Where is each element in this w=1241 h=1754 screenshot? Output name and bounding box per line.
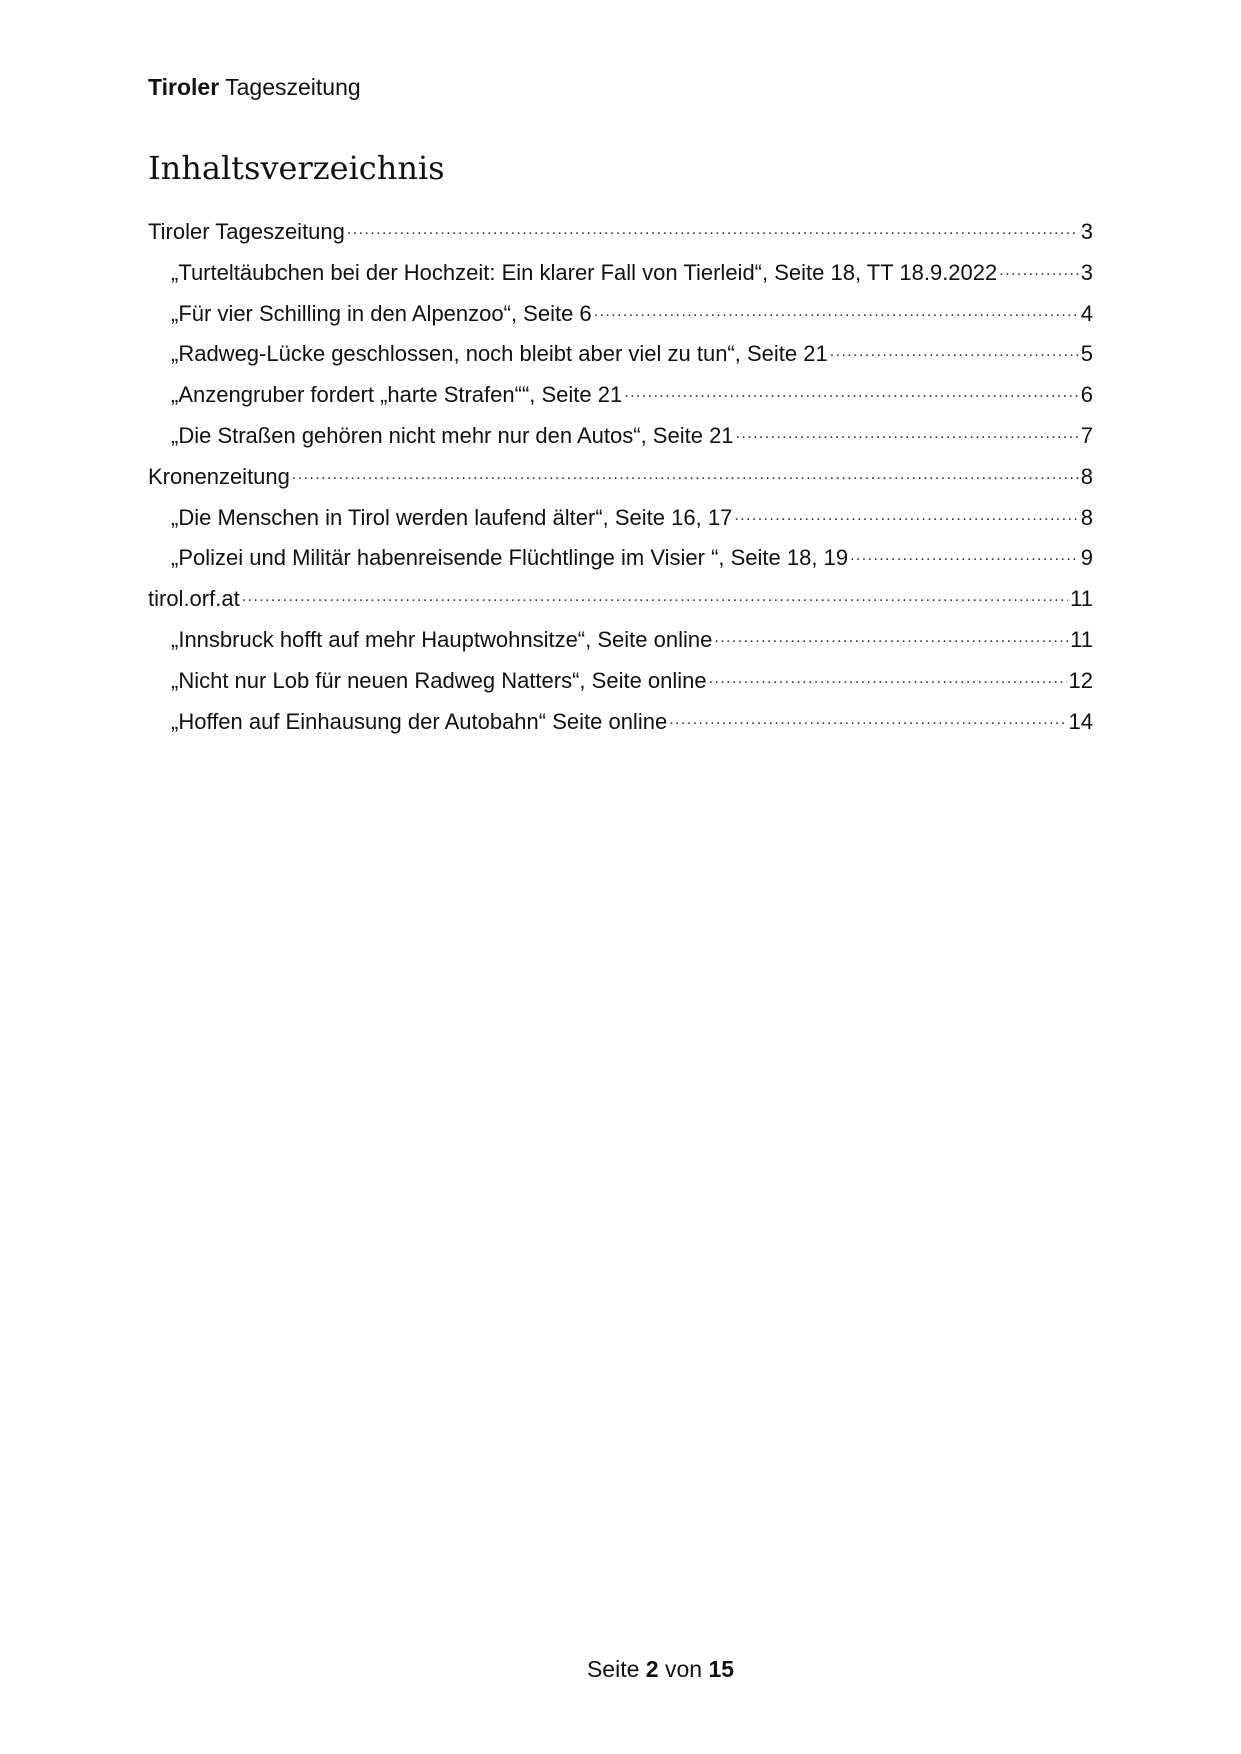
toc-entry[interactable]: [148, 462, 1093, 503]
toc-title: Inhaltsverzeichnis: [148, 149, 445, 187]
toc-entry-page: 7: [1080, 422, 1093, 448]
toc-entry[interactable]: [148, 707, 1093, 748]
toc-dot-leader: [999, 258, 1079, 280]
toc-dot-leader: [714, 625, 1068, 647]
toc-entry[interactable]: [148, 421, 1093, 462]
toc-entry-label: „Turteltäubchen bei der Hochzeit: Ein klarer Fall von Tierleid“, Seite 18, TT 18.9.2022: [171, 259, 998, 285]
toc-entry-label: „Anzengruber fordert „harte Strafen““, Seite 21: [171, 382, 623, 408]
toc-entry-page: 4: [1080, 300, 1093, 326]
toc-entry[interactable]: [148, 339, 1093, 380]
toc-dot-leader: [850, 543, 1079, 565]
toc-entry-label: „Die Menschen in Tirol werden laufend älter“, Seite 16, 17: [171, 504, 733, 530]
toc-entry-page: 12: [1068, 667, 1093, 693]
toc-entry-label: „Für vier Schilling in den Alpenzoo“, Seite 6: [171, 300, 592, 326]
toc-entry-label: Tiroler Tageszeitung: [148, 219, 345, 244]
toc-entry-page: 9: [1080, 545, 1093, 571]
toc-entry[interactable]: [148, 380, 1093, 421]
toc-entry-label: „Innsbruck hofft auf mehr Hauptwohnsitze“, Seite online: [171, 626, 713, 652]
toc-entry-page: 14: [1068, 708, 1093, 734]
toc-dot-leader: [830, 339, 1079, 361]
toc-entry-page: 8: [1080, 463, 1093, 489]
toc-dot-leader: [669, 707, 1066, 729]
toc-entry-page: 6: [1080, 382, 1093, 408]
toc-entry-label: tirol.orf.at: [148, 586, 240, 612]
toc-dot-leader: [242, 584, 1068, 606]
toc-entry[interactable]: [148, 503, 1093, 544]
toc-entry-page: 8: [1080, 504, 1093, 530]
page-header: [148, 72, 361, 102]
toc-entry[interactable]: [148, 625, 1093, 666]
toc-entry-page: 5: [1080, 341, 1093, 367]
toc-dot-leader: [709, 666, 1067, 688]
toc-dot-leader: [594, 299, 1079, 321]
toc-dot-leader: [292, 462, 1079, 484]
toc-entry[interactable]: [148, 217, 1093, 258]
toc-dot-leader: [734, 503, 1078, 525]
toc-entry-label: „Polizei und Militär habenreisende Flüchtlinge im Visier “, Seite 18, 19: [171, 545, 849, 571]
toc-dot-leader: [624, 380, 1079, 402]
page-footer: [0, 1654, 1241, 1684]
toc-entry-page: 11: [1070, 626, 1093, 652]
footer-total-pages: 15: [708, 1656, 735, 1682]
toc-entry[interactable]: [148, 666, 1093, 707]
toc-entry[interactable]: [148, 299, 1093, 340]
footer-middle: von: [664, 1656, 703, 1682]
toc-dot-leader: [347, 217, 1079, 239]
toc-entry-label: „Die Straßen gehören nicht mehr nur den Autos“, Seite 21: [171, 422, 734, 448]
toc-entry-label: „Nicht nur Lob für neuen Radweg Natters“, Seite online: [171, 667, 707, 693]
toc-entry-label: „Radweg-Lücke geschlossen, noch bleibt aber viel zu tun“, Seite 21: [171, 341, 828, 367]
toc-entry-label: „Hoffen auf Einhausung der Autobahn“ Seite online: [171, 708, 668, 734]
toc-entry-page: 11: [1070, 586, 1093, 612]
footer-current-page: 2: [645, 1656, 659, 1682]
header-brand-regular: Tageszeitung: [225, 74, 361, 100]
footer-prefix: Seite: [586, 1656, 640, 1682]
header-brand-bold: Tiroler: [148, 74, 220, 100]
toc-entry-page: 3: [1080, 219, 1093, 244]
toc-entry[interactable]: [148, 258, 1093, 299]
toc-dot-leader: [736, 421, 1079, 443]
toc-entry-page: 3: [1080, 259, 1093, 285]
toc-entry[interactable]: [148, 543, 1093, 584]
table-of-contents: [148, 217, 1093, 747]
toc-entry-label: Kronenzeitung: [148, 463, 290, 489]
toc-entry[interactable]: [148, 584, 1093, 625]
